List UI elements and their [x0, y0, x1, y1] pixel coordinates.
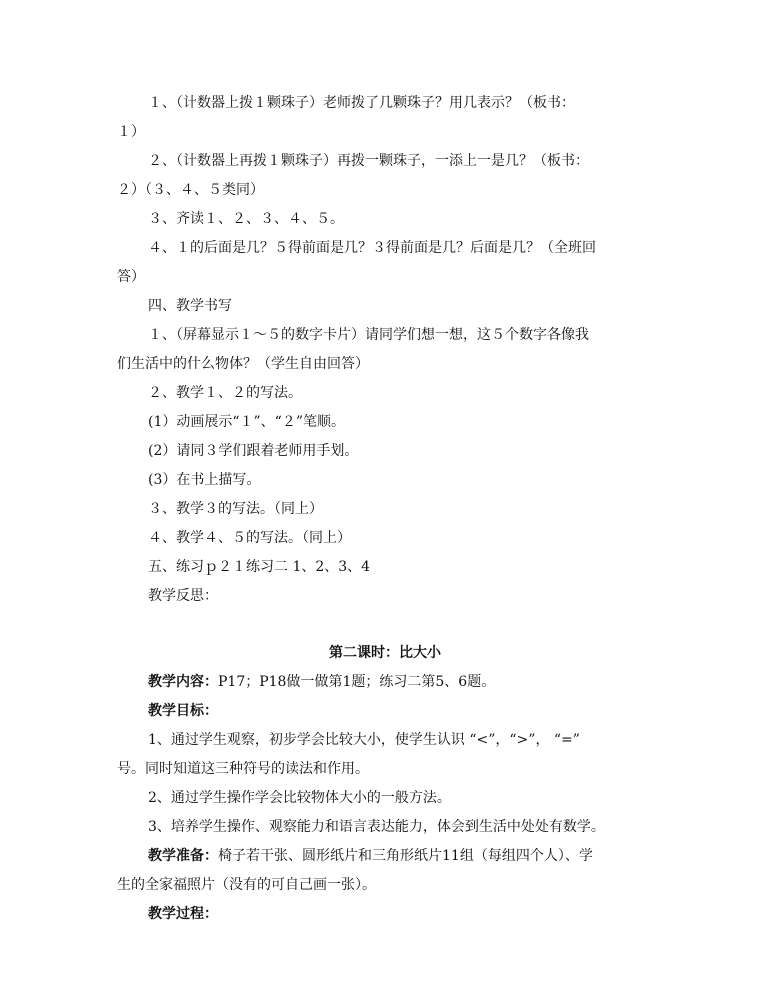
text-line: 们生活中的什么物体？（学生自由回答）	[117, 356, 369, 372]
text-line: ２、（计数器上再拨１颗珠子）再拨一颗珠子，一添上一是几？（板书：	[148, 153, 589, 169]
text-line: ２、教学１、２的写法。	[148, 385, 302, 401]
content-line	[148, 673, 770, 691]
prep-line	[148, 847, 770, 865]
text-line: (1）动画展示“１”、“２”笔顺。	[148, 414, 345, 430]
text-line: ４、１的后面是几？５得前面是几？３得前面是几？后面是几？（全班回	[148, 240, 596, 256]
text-line: １、（计数器上拨１颗珠子）老师拨了几颗珠子？用几表示？（板书：	[148, 95, 575, 111]
goal-item: 号。同时知道这三种符号的读法和作用。	[117, 761, 369, 777]
goal-item: 1、通过学生观察，初步学会比较大小，使学生认识 “<”，“>”， “=”	[148, 732, 580, 748]
goal-item: 2、通过学生操作学会比较物体大小的一般方法。	[148, 790, 451, 806]
prep-text: 椅子若干张、圆形纸片和三角形纸片11组（每组四个人）、学	[218, 848, 593, 864]
goals-label: 教学目标：	[148, 703, 218, 719]
content-text: P17；P18做一做第1题；练习二第5、6题。	[218, 674, 496, 690]
lesson-title: 第二课时：比大小	[329, 645, 441, 661]
text-line: １、（屏幕显示１～５的数字卡片）请同学们想一想，这５个数字各像我	[148, 327, 589, 343]
text-line: １）	[117, 124, 145, 140]
text-line: ３、教学３的写法。（同上）	[148, 501, 323, 517]
section-heading: 四、教学书写	[148, 298, 232, 314]
text-line: (2）请同３学们跟着老师用手划。	[148, 443, 359, 459]
text-line: 答）	[117, 269, 145, 285]
section-heading: 五、练习ｐ２１练习二 1、2、3、4	[148, 559, 371, 575]
prep-label: 教学准备：	[148, 848, 218, 864]
process-label: 教学过程：	[148, 906, 218, 922]
text-line: ２）（３、４、５类同）	[117, 182, 264, 198]
goal-item: 3、培养学生操作、观察能力和语言表达能力，体会到生活中处处有数学。	[148, 819, 605, 835]
text-line: ３、齐读１、２、３、４、５。	[148, 211, 344, 227]
text-line: ４、教学４、５的写法。（同上）	[148, 530, 351, 546]
text-line: (3）在书上描写。	[148, 472, 261, 488]
content-label: 教学内容：	[148, 674, 218, 690]
prep-text-2: 生的全家福照片（没有的可自己画一张）。	[117, 877, 376, 893]
text-line: 教学反思：	[148, 588, 218, 604]
